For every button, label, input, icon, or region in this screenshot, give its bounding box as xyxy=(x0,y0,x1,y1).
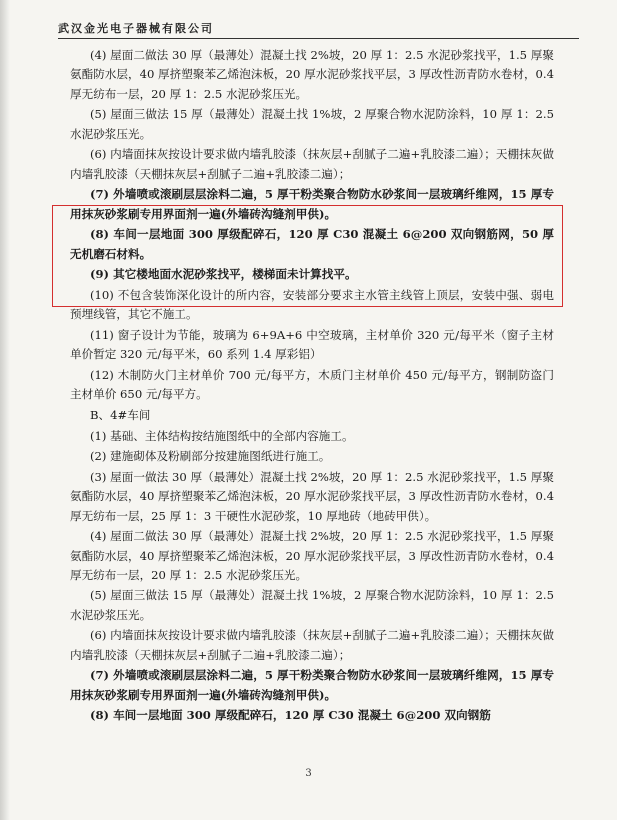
list-item: (7) 外墙喷或滚刷层层涂料二遍，5 厚干粉类聚合物防水砂浆间一层玻璃纤维网，15 厚专用抹灰砂浆刷专用界面剂一遍(外墙砖沟缝剂甲供)。 xyxy=(70,187,554,221)
list-item: (4) 屋面二做法 30 厚（最薄处）混凝土找 2%坡，20 厚 1：2.5 水泥砂浆找平，1.5 厚聚氨酯防水层，40 厚挤塑聚苯乙烯泡沫板，20 厚水泥砂浆找平层，3 厚改性沥青防水卷材，0.4 厚无纺布一层，20 厚 1：2.5 水泥砂浆压光。 xyxy=(70,529,554,582)
list-item: (8) 车间一层地面 300 厚级配碎石，120 厚 C30 混凝土 6@200 双向钢筋 xyxy=(90,708,491,723)
list-item: (10) 不包含装饰深化设计的所内容，安装部分要求主水管主线管上顶层，安装中强、弱电预埋线管，其它不施工。 xyxy=(70,287,554,322)
list-item: (2) 建施砌体及粉刷部分按建施图纸进行施工。 xyxy=(90,449,331,464)
list-item: (11) 窗子设计为节能，玻璃为 6+9A+6 中空玻璃，主材单价 320 元/每平米（窗子主材单价暂定 320 元/每平米，60 系列 1.4 厚彩铝） xyxy=(70,327,554,362)
page-number: 3 xyxy=(305,768,312,779)
list-item: (9) 其它楼地面水泥砂浆找平，楼梯面未计算找平。 xyxy=(90,267,357,282)
paragraph-list-top xyxy=(70,46,554,404)
list-item: (5) 屋面三做法 15 厚（最薄处）混凝土找 1%坡，2 厚聚合物水泥防涂料，10 厚 1：2.5 水泥砂浆压光。 xyxy=(70,107,554,141)
list-item: (5) 屋面三做法 15 厚（最薄处）混凝土找 1%坡，2 厚聚合物水泥防涂料，10 厚 1：2.5 水泥砂浆压光。 xyxy=(70,588,554,622)
list-item: (6) 内墙面抹灰按设计要求做内墙乳胶漆（抹灰层+刮腻子二遍+乳胶漆二遍）；天棚抹灰做内墙乳胶漆（天棚抹灰层+刮腻子二遍+乳胶漆二遍）； xyxy=(70,628,554,662)
list-item: (3) 屋面一做法 30 厚（最薄处）混凝土找 2%坡，20 厚 1：2.5 水泥砂浆找平，1.5 厚聚氨酯防水层，40 厚挤塑聚苯乙烯泡沫板，20 厚水泥砂浆找平层，3 厚改性沥青防水卷材，0.4 厚无纺布一层，25 厚 1：3 干硬性水泥砂浆，10 厚地砖（地砖甲供）。 xyxy=(70,469,554,523)
list-item: (7) 外墙喷或滚刷层层涂料二遍，5 厚干粉类聚合物防水砂浆间一层玻璃纤维网，15 厚专用抹灰砂浆刷专用界面剂一遍(外墙砖沟缝剂甲供)。 xyxy=(70,668,554,702)
list-item: (1) 基础、主体结构按结施图纸中的全部内容施工。 xyxy=(90,428,354,443)
header-rule xyxy=(58,38,579,39)
list-item: (8) 车间一层地面 300 厚级配碎石，120 厚 C30 混凝土 6@200 双向钢筋网，50 厚无机磨石材料。 xyxy=(70,227,554,261)
list-item: (6) 内墙面抹灰按设计要求做内墙乳胶漆（抹灰层+刮腻子二遍+乳胶漆二遍）；天棚抹灰做内墙乳胶漆（天棚抹灰层+刮腻子二遍+乳胶漆二遍）； xyxy=(70,147,554,181)
list-item: (12) 木制防火门主材单价 700 元/每平方，木质门主材单价 450 元/每平方，钢制防盗门主材单价 650 元/每平方。 xyxy=(70,367,554,402)
section-title: B、4#车间 xyxy=(90,407,151,422)
document-body xyxy=(70,46,554,727)
paragraph-list-bottom xyxy=(70,427,554,726)
list-item: (4) 屋面二做法 30 厚（最薄处）混凝土找 2%坡，20 厚 1：2.5 水泥砂浆找平，1.5 厚聚氨酯防水层，40 厚挤塑聚苯乙烯泡沫板，20 厚水泥砂浆找平层，3 厚改性沥青防水卷材，0.4 厚无纺布一层，20 厚 1：2.5 水泥砂浆压光。 xyxy=(70,48,554,101)
company-header: 武汉金光电子器械有限公司 xyxy=(58,22,214,35)
